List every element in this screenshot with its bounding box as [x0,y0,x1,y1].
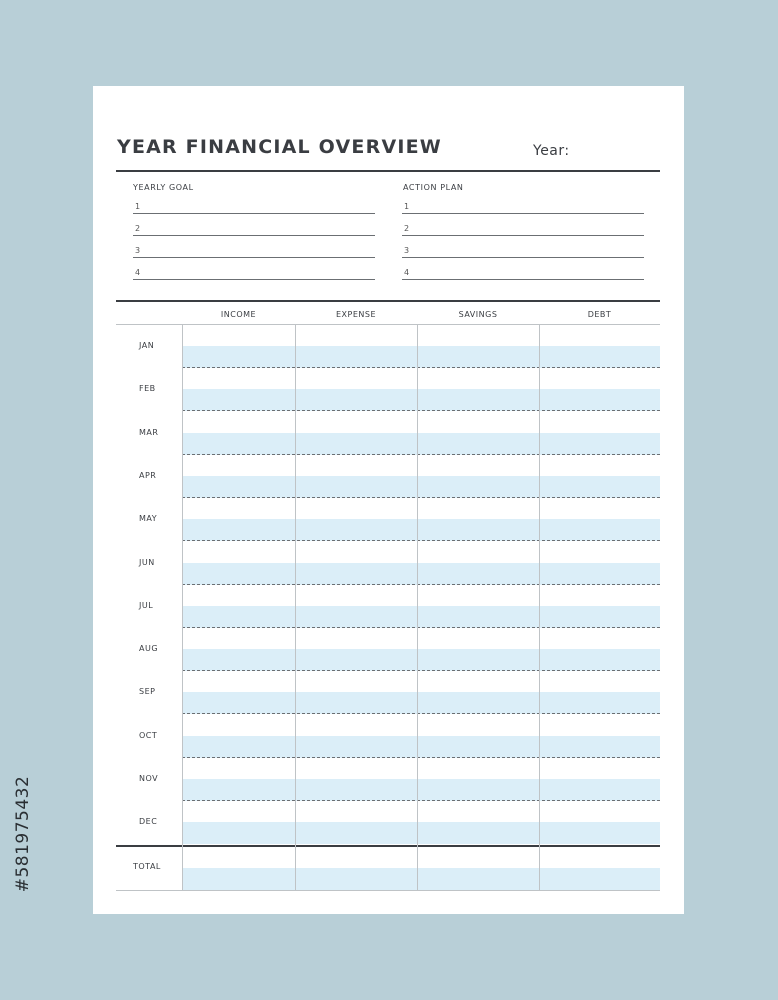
yearly-goal-line[interactable] [133,236,375,258]
column-header-savings: SAVINGS [458,310,498,319]
month-row [116,368,660,411]
table-bottom-line [116,890,660,891]
page-title: YEAR FINANCIAL OVERVIEW [117,136,442,158]
month-row [116,412,660,455]
action-plan-number: 2 [404,224,410,233]
month-entry-band[interactable] [182,519,660,541]
column-header-debt: DEBT [587,310,612,319]
column-divider [539,324,540,890]
month-row [116,325,660,368]
stock-image-id-text: #581975432 [13,775,33,893]
action-plan-number: 3 [404,246,410,255]
total-entry-band[interactable] [182,868,660,890]
total-row [116,846,660,890]
column-header-income: INCOME [220,310,257,319]
column-divider [182,324,183,890]
action-plan-number: 1 [404,202,410,211]
month-label: DEC [139,817,158,827]
month-entry-band[interactable] [182,433,660,455]
column-header-expense: EXPENSE [335,310,377,319]
month-label: OCT [139,730,158,740]
yearly-goal-line[interactable] [133,258,375,280]
action-plan-line[interactable] [402,236,644,258]
month-label: MAY [139,514,158,524]
yearly-goal-number: 1 [135,202,141,211]
month-entry-band[interactable] [182,563,660,585]
month-row [116,455,660,498]
year-field-label: Year: [533,143,570,159]
yearly-goal-label: YEARLY GOAL [133,183,194,192]
month-entry-band[interactable] [182,606,660,628]
month-entry-band[interactable] [182,389,660,411]
month-row [116,585,660,628]
column-divider [295,324,296,890]
month-row [116,801,660,844]
action-plan-label: ACTION PLAN [403,183,464,192]
month-label: JUL [139,600,154,610]
column-divider [417,324,418,890]
yearly-goal-line[interactable] [133,192,375,214]
action-plan-line[interactable] [402,214,644,236]
month-entry-band[interactable] [182,736,660,758]
month-entry-band[interactable] [182,476,660,498]
action-plan-line[interactable] [402,192,644,214]
action-plan-underline [402,279,644,280]
table-top-divider [116,300,660,302]
month-entry-band[interactable] [182,649,660,671]
action-plan-number: 4 [404,268,410,277]
month-entry-band[interactable] [182,346,660,368]
month-label: MAR [139,427,159,437]
month-row [116,715,660,758]
yearly-goal-number: 2 [135,224,141,233]
month-row [116,498,660,541]
month-label: APR [139,470,157,480]
month-label: AUG [139,644,159,654]
yearly-goal-line[interactable] [133,214,375,236]
action-plan-line[interactable] [402,258,644,280]
month-label: FEB [139,384,156,394]
month-row [116,758,660,801]
header-divider [116,170,660,172]
yearly-goal-number: 3 [135,246,141,255]
month-row [116,628,660,671]
stock-image-id [8,768,38,900]
total-label: TOTAL [133,862,161,871]
planner-sheet [93,86,684,914]
month-label: NOV [139,774,159,783]
yearly-goal-number: 4 [135,268,141,277]
month-entry-band[interactable] [182,692,660,714]
month-label: SEP [139,687,156,697]
month-entry-band[interactable] [182,779,660,801]
month-label: JAN [139,341,155,350]
yearly-goal-underline [133,279,375,280]
month-entry-band[interactable] [182,822,660,844]
month-label: JUN [139,557,155,567]
month-row [116,542,660,585]
month-row [116,671,660,714]
